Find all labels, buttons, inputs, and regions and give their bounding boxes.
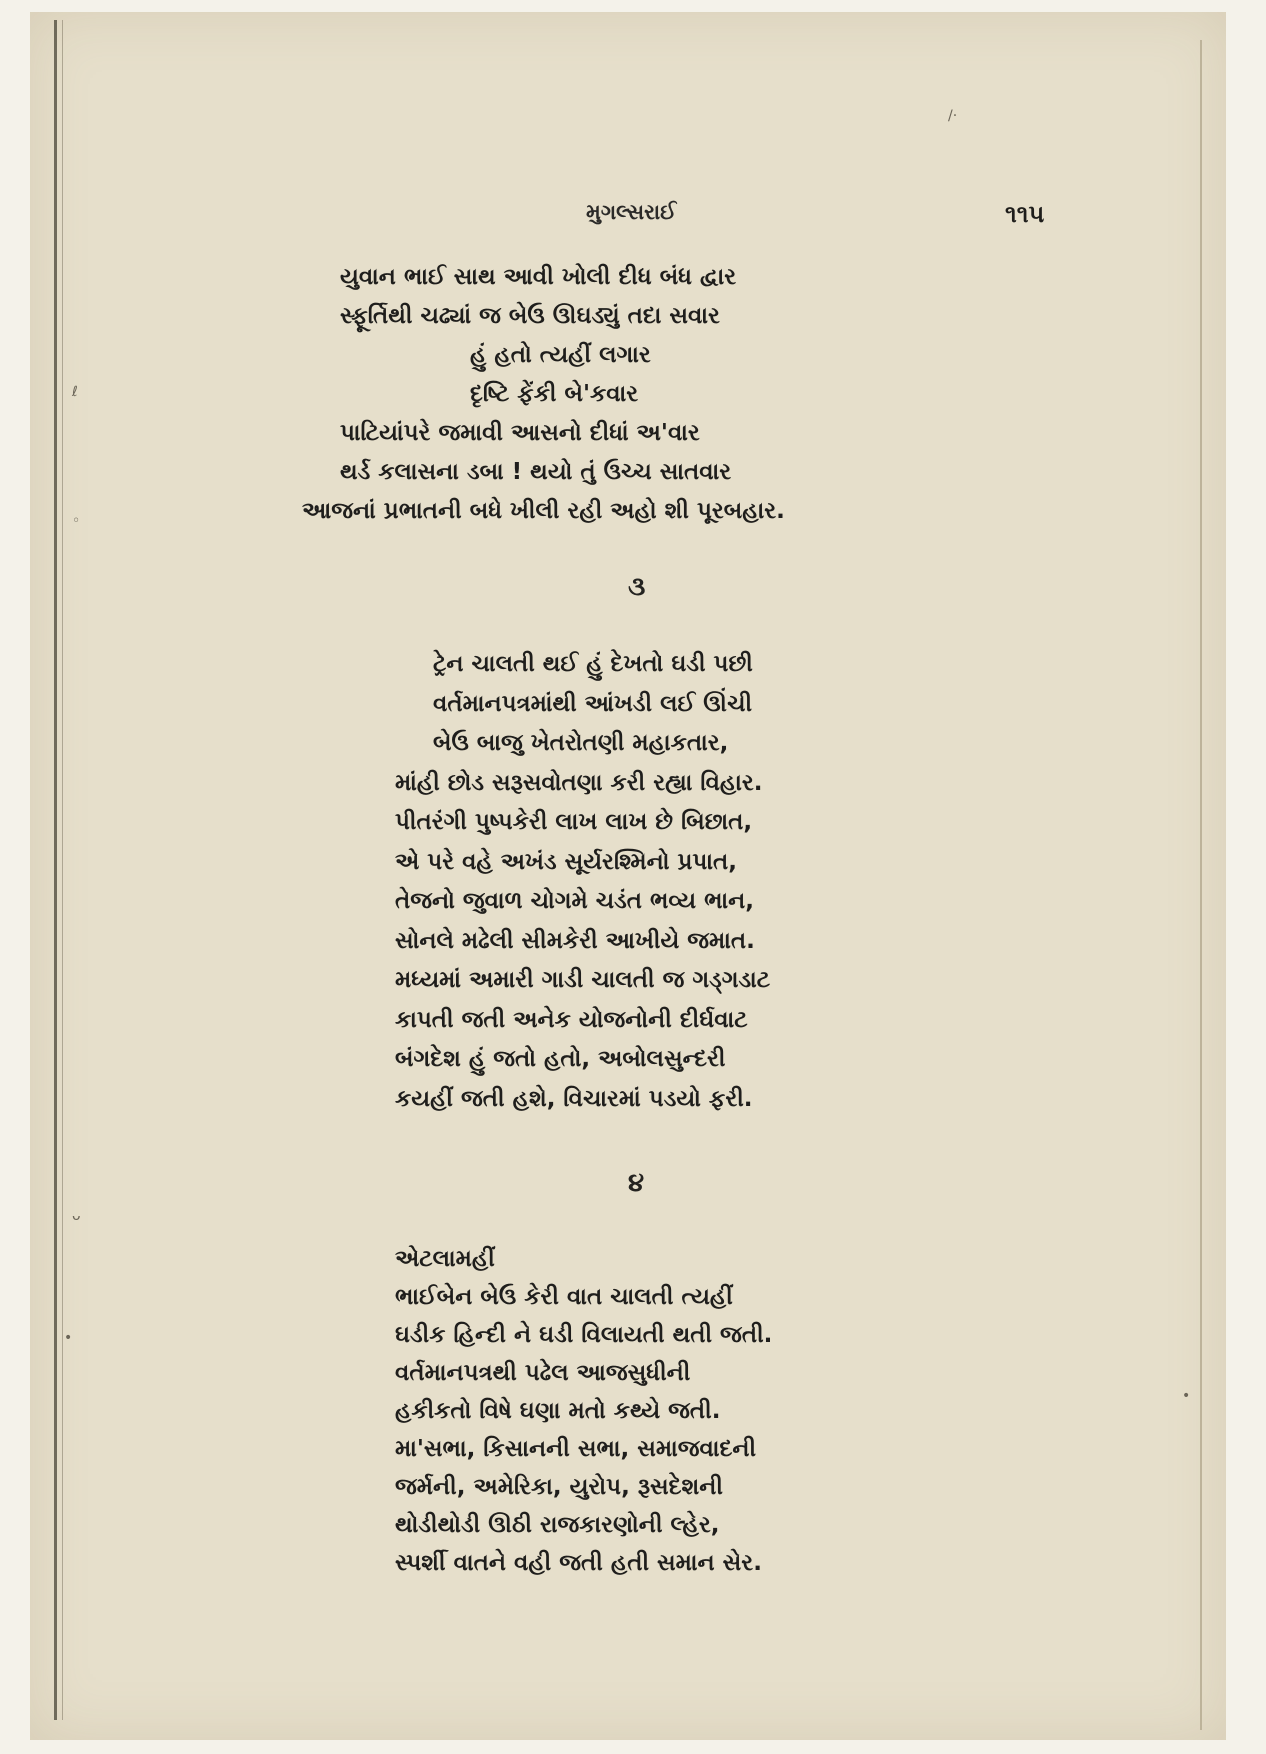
paper-speck: •	[64, 1330, 73, 1346]
paper-speck: ℓ	[72, 384, 78, 400]
poem-line: દૃષ્ટિ ફેંકી બે'કવાર	[470, 381, 639, 407]
running-header-title: મુગલ્સરાઈ	[586, 200, 677, 224]
poem-line: મધ્યમાં અમારી ગાડી ચાલતી જ ગડ્ગડાટ	[395, 967, 771, 993]
poem-line: યુવાન ભાઈ સાથ આવી ખોલી દીધ બંધ દ્વાર	[340, 264, 737, 290]
poem-line: ભાઈબેન બેઉ કેરી વાત ચાલતી ત્યહીં	[395, 1284, 733, 1310]
poem-line: જર્મની, અમેરિકા, યુરોપ, રૂસદેશની	[395, 1474, 723, 1500]
poem-line: થોડીથોડી ઊઠી રાજકારણોની લ્હેર,	[395, 1512, 720, 1538]
poem-line: એ પરે વહે અખંડ સૂર્યરશ્મિનો પ્રપાત,	[395, 848, 737, 875]
page-number: ૧૧૫	[1005, 200, 1045, 228]
poem-line: મા'સભા, કિસાનની સભા, સમાજવાદની	[395, 1436, 757, 1462]
poem-line: વર્તમાનપત્રમાંથી આંખડી લઈ ઊંચી	[433, 690, 753, 717]
section-number-4: ૪	[628, 1168, 645, 1198]
poem-stanza-3	[395, 1240, 772, 1582]
poem-line: માંહી છોડ સરૂસવોતણા કરી રહ્યા વિહાર.	[395, 769, 763, 796]
poem-stanza-2	[395, 645, 770, 1119]
paper-speck: /·	[948, 108, 958, 124]
poem-line: સ્ફૂર્તિથી ચઢ્યાં જ બેઉ ઊઘડ્યું તદા સવાર	[340, 303, 720, 329]
poem-line: હકીકતો વિષે ઘણા મતો કથ્યે જતી.	[395, 1398, 721, 1424]
poem-line: આજનાં પ્રભાતની બધે ખીલી રહી અહો શી પૂરબહાર.	[302, 498, 785, 524]
poem-line: બેઉ બાજુ ખેતરોતણી મહાકતાર,	[433, 730, 729, 756]
poem-line: સ્પર્શી વાતને વહી જતી હતી સમાન સેર.	[395, 1550, 762, 1576]
poem-line: કાપતી જતી અનેક યોજનોની દીર્ઘવાટ	[395, 1006, 748, 1033]
poem-line: પીતરંગી પુષ્પકેરી લાખ લાખ છે બિછાત,	[395, 809, 753, 835]
poem-line: કયહીં જતી હશે, વિચારમાં પડયો ફરી.	[395, 1085, 753, 1112]
poem-line: તેજનો જુવાળ ચોગમે ચડંત ભવ્ય ભાન,	[395, 888, 755, 914]
poem-line: પાટિયાંપરે જમાવી આસનો દીધાં અ'વાર	[340, 420, 700, 446]
page-edge	[1200, 40, 1202, 1730]
paper-speck: ◦	[72, 513, 81, 529]
poem-line: ટ્રેન ચાલતી થઈ હું દેખતો ઘડી પછી	[433, 651, 753, 677]
poem-line: હું હતો ત્યહીં લગાર	[470, 342, 651, 368]
poem-line: બંગદેશ હું જતો હતો, અબોલસુન્દરી	[395, 1046, 726, 1072]
poem-stanza-1	[302, 258, 920, 531]
poem-line: વર્તમાનપત્રથી પઢેલ આજસુધીની	[395, 1360, 691, 1386]
poem-line: સોનલે મઢેલી સીમકેરી આખીયે જમાત.	[395, 927, 755, 954]
paper-speck: ᴗ	[72, 1208, 81, 1224]
poem-line: ઘડીક હિન્દી ને ઘડી વિલાયતી થતી જતી.	[395, 1322, 773, 1348]
page-binding-shadow	[62, 20, 63, 1720]
section-number-3: ૩	[628, 572, 646, 602]
page-binding-line	[54, 20, 57, 1720]
paper-speck: •	[1182, 1388, 1191, 1404]
poem-line: થર્ડ કલાસના ડબા ! થયો તું ઉચ્ચ સાતવાર	[340, 459, 732, 485]
poem-line: એટલામહીં	[395, 1246, 495, 1272]
